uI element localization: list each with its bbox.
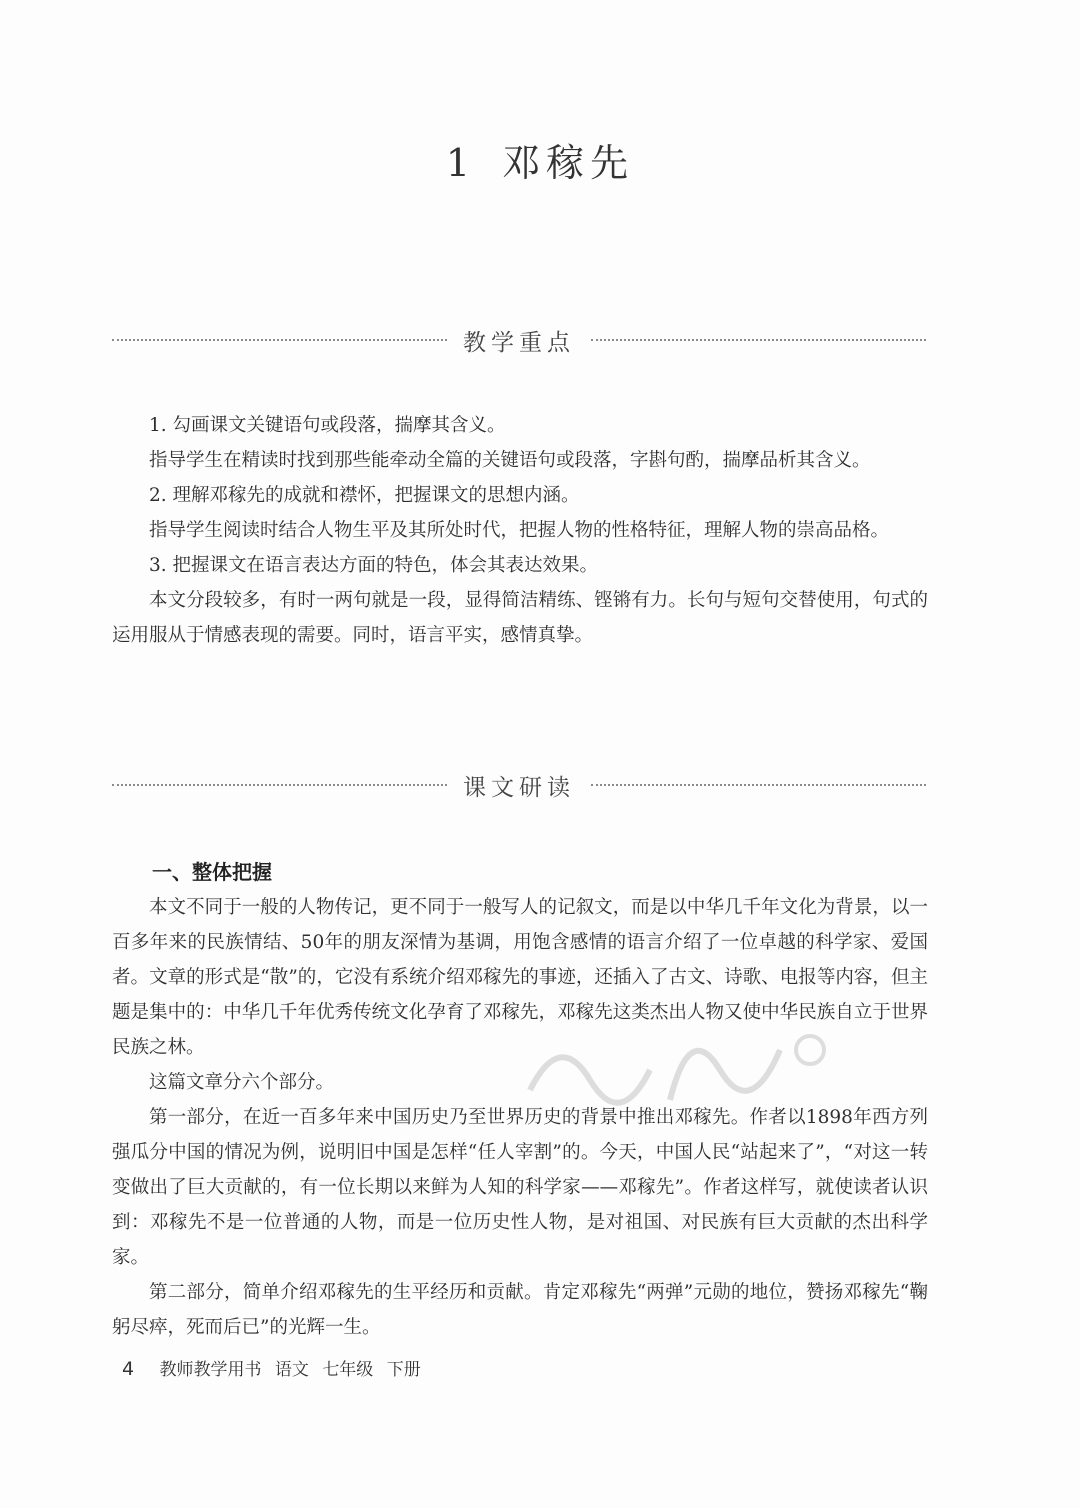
paragraph: 本文不同于一般的人物传记，更不同于一般写人的记叙文，而是以中华几千年文化为背景，以一百多年来的民族情结、50年的朋友深情为基调，用饱含感情的语言介绍了一位卓越的科学家、爱国者。文章的形式是“散”的，它没有系统介绍邓稼先的事迹，还插入了古文、诗歌、电报等内容，但主题是集中的：中华几千年优秀传统文化孕育了邓稼先，邓稼先这类杰出人物又使中华民族自立于世界民族之林。: [112, 897, 928, 1058]
book-info: [160, 1360, 429, 1380]
section-header-teaching-focus: [112, 320, 926, 360]
book-volume: 下册: [386, 1360, 421, 1380]
section-label: 教学重点: [463, 329, 575, 356]
watermark-graphic: [520, 1010, 840, 1120]
page-number: 4: [122, 1358, 135, 1380]
dotted-rule-right: [591, 784, 926, 786]
dotted-rule-left: [112, 339, 447, 341]
paragraph: 这篇文章分六个部分。: [149, 1072, 335, 1093]
paragraph: 本文分段较多，有时一两句就是一段，显得简洁精练、铿锵有力。长句与短句交替使用，句式的运用服从于情感表现的需要。同时，语言平实，感情真挚。: [112, 590, 928, 646]
subheading: 一、整体把握: [152, 860, 272, 884]
paragraph: 2. 理解邓稼先的成就和襟怀，把握课文的思想内涵。: [149, 485, 580, 506]
paragraph: 指导学生阅读时结合人物生平及其所处时代，把握人物的性格特征，理解人物的崇高品格。: [149, 520, 890, 541]
dotted-rule-left: [112, 784, 447, 786]
chapter-title: [0, 132, 1080, 187]
section-header-text-study: [112, 765, 926, 805]
paragraph: 第一部分，在近一百多年来中国历史乃至世界历史的背景中推出邓稼先。作者以1898年西方列强瓜分中国的情况为例，说明旧中国是怎样“任人宰割”的。今天，中国人民“站起来了”，“对这一转变做出了巨大贡献的，有一位长期以来鲜为人知的科学家——邓稼先”。作者这样写，就使读者认识到：邓稼先不是一位普通的人物，而是一位历史性人物，是对祖国、对民族有巨大贡献的杰出科学家。: [112, 1107, 928, 1268]
section-label: 课文研读: [463, 774, 575, 801]
page-footer: [122, 1355, 429, 1380]
paragraph: 指导学生在精读时找到那些能牵动全篇的关键语句或段落，字斟句酌，揣摩品析其含义。: [149, 450, 871, 471]
book-grade: 七年级: [322, 1360, 374, 1380]
book-subject: 语文: [274, 1360, 309, 1380]
chapter-name: 邓稼先: [502, 141, 635, 185]
book-title: 教师教学用书: [159, 1360, 262, 1380]
paragraph: 第二部分，简单介绍邓稼先的生平经历和贡献。肯定邓稼先“两弹”元勋的地位，赞扬邓稼先“鞠躬尽瘁，死而后已”的光辉一生。: [112, 1282, 928, 1338]
paragraph: 1. 勾画课文关键语句或段落，揣摩其含义。: [149, 415, 506, 436]
paragraph: 3. 把握课文在语言表达方面的特色，体会其表达效果。: [149, 555, 599, 576]
teaching-focus-body: [112, 408, 928, 653]
dotted-rule-right: [591, 339, 926, 341]
chapter-number: 1: [445, 141, 477, 185]
